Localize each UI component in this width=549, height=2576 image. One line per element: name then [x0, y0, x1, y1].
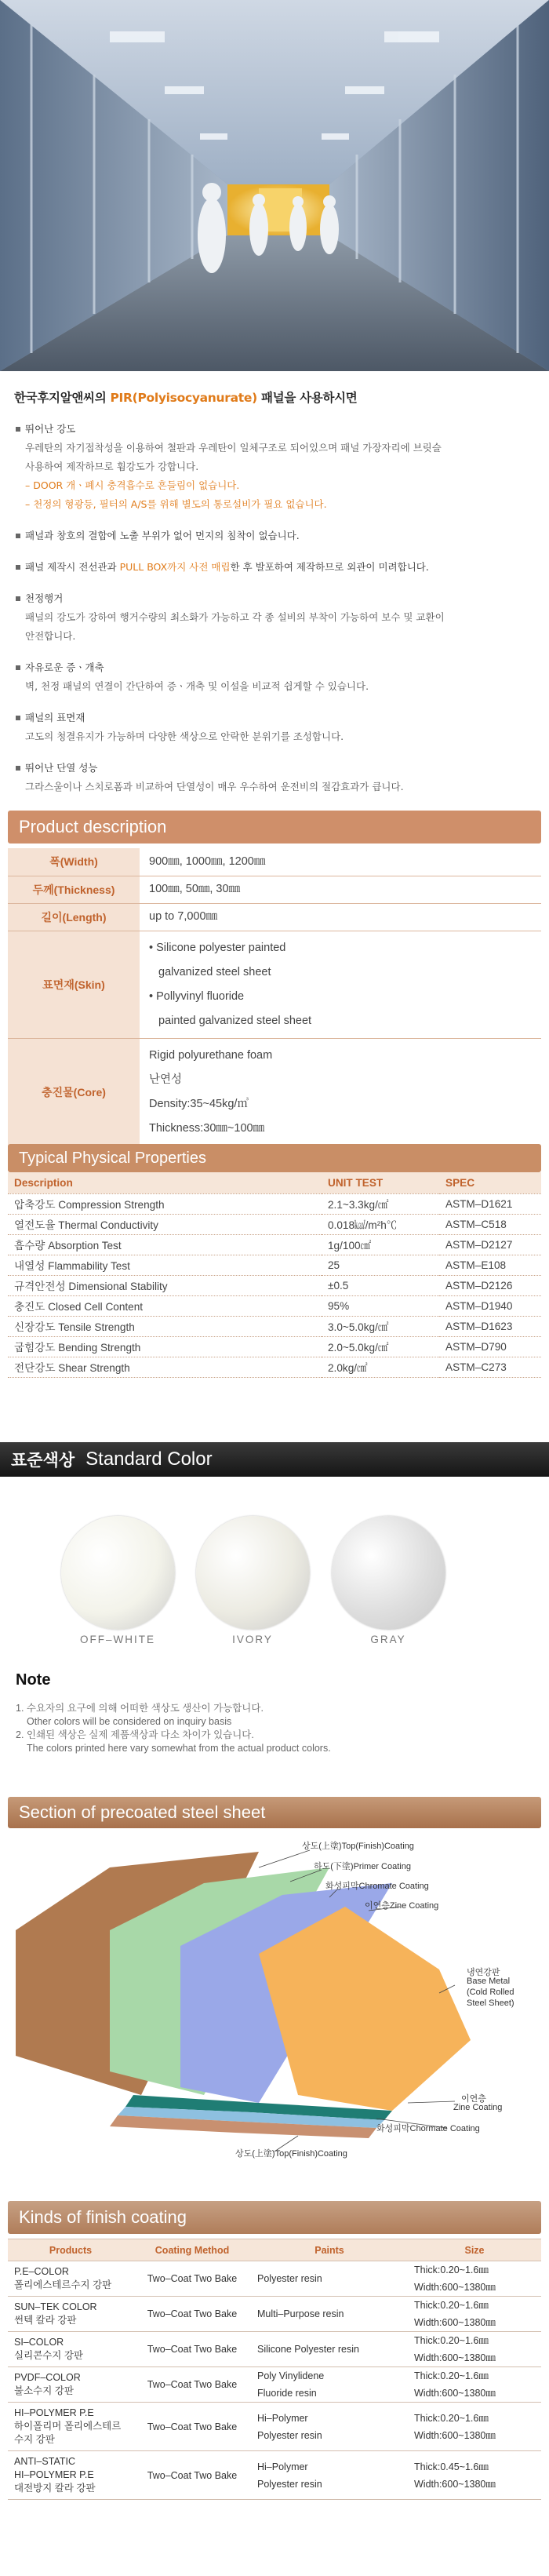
label-zinc-bottom-2: Zine Coating [453, 2103, 503, 2112]
bullet-title-post: 한 후 발포하여 제작하므로 외관이 미려합니다. [230, 561, 429, 573]
bullet-title: 뛰어난 강도 [25, 423, 76, 435]
label-chromate: 화성피막Chromate Coating [325, 1882, 429, 1891]
finish-product-line: 실리콘수지 강판 [14, 2350, 83, 2361]
finish-paints-line: Polyester resin [257, 2478, 322, 2490]
bullet-item [14, 526, 535, 545]
finish-product [8, 2332, 133, 2367]
finish-row [8, 2367, 541, 2403]
product-description-heading: Product description [8, 811, 541, 843]
physical-cell: ASTM–C273 [439, 1357, 541, 1377]
finish-header-cell: Paints [251, 2239, 408, 2261]
spec-value-line: painted galvanized steel sheet [158, 1014, 312, 1027]
physical-properties-table [8, 1172, 541, 1378]
spec-key: 길이(Length) [8, 903, 140, 931]
physical-cell: 전단강도 Shear Strength [8, 1357, 322, 1377]
finish-size-line: Thick:0.20~1.6㎜ [414, 2300, 489, 2311]
physical-cell: 2.1~3.3kg/㎠ [322, 1193, 439, 1214]
finish-paints-line: Hi–Polymer [257, 2461, 308, 2472]
physical-cell: 신장강도 Tensile Strength [8, 1316, 322, 1336]
color-swatch-gray [332, 1516, 445, 1630]
finish-product-line: HI–POLYMER P.E [14, 2407, 94, 2418]
color-swatch-label: OFF–WHITE [80, 1634, 155, 1645]
finish-header-cell: Size [408, 2239, 541, 2261]
color-swatch-ivory [196, 1516, 310, 1630]
finish-product-line: SUN–TEK COLOR [14, 2301, 97, 2312]
finish-header-cell: Coating Method [133, 2239, 251, 2261]
spec-row [8, 903, 541, 931]
physical-cell: 열전도율 Thermal Conductivity [8, 1214, 322, 1234]
finish-method: Two–Coat Two Bake [133, 2367, 251, 2403]
finish-size-line: Width:600~1380㎜ [414, 2478, 496, 2490]
physical-cell: ASTM–D1621 [439, 1193, 541, 1214]
finish-size [408, 2261, 541, 2297]
spec-key: 표면재(Skin) [8, 931, 140, 1038]
note-line-2: Other colors will be considered on inquiry basis [27, 1716, 232, 1727]
physical-cell: 굽힘강도 Bending Strength [8, 1336, 322, 1357]
physical-cell: ±0.5 [322, 1275, 439, 1295]
finish-paints [251, 2367, 408, 2403]
spec-value-line: Thickness:30㎜~100㎜ [149, 1121, 265, 1135]
spec-row [8, 931, 541, 1038]
bullet-item [14, 658, 535, 696]
finish-paints [251, 2297, 408, 2332]
finish-size [408, 2332, 541, 2367]
physical-row [8, 1214, 541, 1234]
finish-row [8, 2297, 541, 2332]
spec-value [140, 876, 541, 903]
finish-product [8, 2367, 133, 2403]
finish-product-line: 폴리에스테르수지 강판 [14, 2279, 112, 2290]
bullet-title: 패널의 표면재 [25, 712, 85, 723]
finish-size [408, 2367, 541, 2403]
physical-header-cell: UNIT TEST [322, 1172, 439, 1193]
color-swatch-off–white [61, 1516, 175, 1630]
finish-product-line: HI–POLYMER P.E [14, 2469, 94, 2480]
label-base-1: 냉연강판 [467, 1968, 500, 1977]
bullet-line: 패널의 강도가 강하여 행거수량의 최소화가 가능하고 각 종 설비의 부착이 가능하여 보수 및 교환이 [25, 611, 445, 623]
note-line-3: 2. 인쇄된 색상은 실제 제품색상과 다소 차이가 있습니다. [16, 1729, 254, 1740]
spec-row [8, 876, 541, 903]
product-description-section [8, 811, 541, 1164]
label-zinc: 이연층Zine Coating [365, 1901, 439, 1911]
physical-row [8, 1255, 541, 1275]
finish-size-line: Width:600~1380㎜ [414, 2352, 496, 2363]
finish-size-line: Thick:0.20~1.6㎜ [414, 2412, 489, 2424]
finish-method: Two–Coat Two Bake [133, 2332, 251, 2367]
finish-product [8, 2297, 133, 2332]
finish-size-line: Width:600~1380㎜ [414, 2429, 496, 2441]
bullet-title: 패널과 창호의 결합에 노출 부위가 없어 먼지의 침착이 없습니다. [25, 530, 300, 541]
bullet-title-highlight: PULL BOX까지 사전 매립 [119, 561, 231, 573]
physical-cell: 2.0~5.0kg/㎠ [322, 1336, 439, 1357]
finish-product [8, 2261, 133, 2297]
physical-row [8, 1295, 541, 1316]
spec-value-line: • Pollyvinyl fluoride [149, 989, 245, 1003]
spec-value-line: 900㎜, 1000㎜, 1200㎜ [149, 854, 266, 868]
finish-product-line: ANTI–STATIC [14, 2456, 76, 2467]
finish-method: Two–Coat Two Bake [133, 2451, 251, 2500]
physical-row [8, 1357, 541, 1377]
physical-cell: 흡수량 Absorption Test [8, 1234, 322, 1255]
physical-cell: 95% [322, 1295, 439, 1316]
label-top-coating-bottom: 상도(上塗)Top(Finish)Coating [235, 2149, 347, 2159]
steel-sheet-section [8, 1797, 541, 1828]
spec-value-line: Rigid polyurethane foam [149, 1048, 273, 1062]
layer-base-metal [259, 1907, 471, 2111]
finish-paints [251, 2332, 408, 2367]
physical-cell: ASTM–C518 [439, 1214, 541, 1234]
label-chromate-bottom: 화성피막Chormate Coating [376, 2124, 480, 2133]
intro-section [0, 371, 549, 796]
finish-product-line: 대전방지 칼라 강판 [14, 2483, 96, 2494]
finish-coating-table [8, 2239, 541, 2500]
physical-properties-heading: Typical Physical Properties [8, 1144, 541, 1172]
bullet-line: 우레탄의 자기접착성을 이용하여 철판과 우레탄이 일체구조로 되어있으며 패널 가장자리에 브릿슬 [25, 442, 442, 454]
finish-paints-line: Polyester resin [257, 2273, 322, 2284]
finish-paints [251, 2403, 408, 2451]
finish-paints-line: Silicone Polyester resin [257, 2344, 359, 2355]
bullet-title-pre: 패널 제작시 전선관과 [25, 561, 117, 573]
physical-header-cell: SPEC [439, 1172, 541, 1193]
finish-paints-line: Fluoride resin [257, 2388, 317, 2399]
label-base-4: Steel Sheet) [467, 1998, 514, 2008]
finish-paints-line: Poly Vinylidene [257, 2370, 325, 2381]
finish-size-line: Thick:0.45~1.6㎜ [414, 2461, 489, 2472]
finish-row [8, 2332, 541, 2367]
physical-properties-section [8, 1144, 541, 1378]
finish-method: Two–Coat Two Bake [133, 2403, 251, 2451]
steel-sheet-diagram [0, 1836, 549, 2158]
spec-value-line: 난연성 [149, 1073, 183, 1086]
color-swatch-label: GRAY [370, 1634, 406, 1645]
label-base-2: Base Metal [467, 1977, 511, 1986]
note-line-1: 1. 수요자의 요구에 의해 어떠한 색상도 생산이 가능합니다. [16, 1703, 264, 1714]
bullet-item [14, 558, 535, 577]
physical-cell: 규격안전성 Dimensional Stability [8, 1275, 322, 1295]
finish-paints-line: Hi–Polymer [257, 2412, 308, 2424]
finish-size [408, 2297, 541, 2332]
bullet-item [14, 589, 535, 646]
finish-method: Two–Coat Two Bake [133, 2261, 251, 2297]
standard-color-heading-en: Standard Color [85, 1448, 213, 1470]
bullet-line: 고도의 청결유지가 가능하며 다양한 색상으로 안락한 분위기를 조성합니다. [25, 731, 344, 742]
finish-paints [251, 2261, 408, 2297]
bullet-note: – DOOR 개ㆍ폐시 충격흡수로 흔들림이 없습니다. [25, 479, 240, 491]
finish-paints-line: Multi–Purpose resin [257, 2308, 344, 2319]
finish-size-line: Thick:0.20~1.6㎜ [414, 2370, 489, 2381]
finish-row [8, 2451, 541, 2500]
spec-value-line: Density:35~45kg/㎥ [149, 1097, 249, 1110]
color-swatch-label: IVORY [232, 1634, 273, 1645]
spec-value-line: 100㎜, 50㎜, 30㎜ [149, 883, 241, 895]
finish-product-line: SI–COLOR [14, 2337, 64, 2348]
physical-cell: ASTM–D790 [439, 1336, 541, 1357]
physical-row [8, 1234, 541, 1255]
label-top-coating: 상도(上塗)Top(Finish)Coating [302, 1842, 414, 1851]
physical-cell: 2.0kg/㎠ [322, 1357, 439, 1377]
physical-cell: ASTM–D1623 [439, 1316, 541, 1336]
physical-row [8, 1336, 541, 1357]
physical-cell: 3.0~5.0kg/㎠ [322, 1316, 439, 1336]
spec-value-line: • Silicone polyester painted [149, 941, 286, 954]
label-primer: 하도(下塗)Primer Coating [314, 1862, 411, 1871]
finish-coating-heading: Kinds of finish coating [8, 2201, 541, 2234]
steel-sheet-heading: Section of precoated steel sheet [8, 1797, 541, 1828]
bullet-title: 천정행거 [25, 592, 64, 604]
physical-cell: ASTM–E108 [439, 1255, 541, 1275]
note-section [16, 1671, 533, 1755]
product-description-table [8, 848, 541, 1146]
spec-row [8, 848, 541, 876]
physical-header-cell: Description [8, 1172, 322, 1193]
bullet-line: 그라스울이나 스치로폼과 비교하여 단열성이 매우 우수하여 운전비의 절감효과가 큽니다. [25, 781, 404, 792]
spec-value [140, 1038, 541, 1146]
cleanroom-photo [0, 0, 549, 371]
bullet-line: 벽, 천정 패널의 연결이 간단하여 증ㆍ개축 및 이설을 비교적 쉽게할 수 있습니다. [25, 680, 369, 692]
finish-size-line: Thick:0.20~1.6㎜ [414, 2264, 489, 2275]
physical-header-row [8, 1172, 541, 1193]
finish-header-row [8, 2239, 541, 2261]
standard-color-heading-ko: 표준색상 [11, 1451, 75, 1470]
physical-cell: 내열성 Flammability Test [8, 1255, 322, 1275]
physical-row [8, 1193, 541, 1214]
spec-key: 충진물(Core) [8, 1038, 140, 1146]
bullet-line: 사용하여 제작하므로 휨강도가 강합니다. [25, 461, 199, 472]
finish-product-line: 하이폴리머 폴리에스테르 [14, 2421, 122, 2432]
intro-bullets [14, 420, 535, 796]
finish-header-cell: Products [8, 2239, 133, 2261]
finish-paints [251, 2451, 408, 2500]
finish-size [408, 2451, 541, 2500]
finish-size-line: Width:600~1380㎜ [414, 2282, 496, 2293]
finish-size [408, 2403, 541, 2451]
spec-key: 폭(Width) [8, 848, 140, 876]
bullet-note: – 천정의 형광등, 필터의 A/S를 위해 별도의 통로설비가 필요 없습니다. [25, 498, 327, 510]
finish-method: Two–Coat Two Bake [133, 2297, 251, 2332]
physical-cell: 25 [322, 1255, 439, 1275]
finish-row [8, 2403, 541, 2451]
physical-row [8, 1275, 541, 1295]
finish-product-line: 수지 강판 [14, 2434, 55, 2445]
finish-product [8, 2403, 133, 2451]
standard-color-bar [0, 1442, 549, 1477]
finish-size-line: Width:600~1380㎜ [414, 2317, 496, 2328]
bullet-title [25, 558, 535, 577]
spec-value [140, 848, 541, 876]
bullet-title: 뛰어난 단열 성능 [25, 762, 98, 774]
finish-size-line: Thick:0.20~1.6㎜ [414, 2335, 489, 2346]
finish-product-line: PVDF–COLOR [14, 2372, 81, 2383]
finish-product [8, 2451, 133, 2500]
bullet-item [14, 420, 535, 514]
physical-row [8, 1316, 541, 1336]
finish-paints-line: Polyester resin [257, 2429, 322, 2441]
finish-product-line: 불소수지 강판 [14, 2385, 74, 2396]
spec-value [140, 903, 541, 931]
finish-row [8, 2261, 541, 2297]
note-line-4: The colors printed here vary somewhat from the actual product colors. [27, 1743, 331, 1754]
physical-cell: 압축강도 Compression Strength [8, 1193, 322, 1214]
spec-value-line: galvanized steel sheet [158, 965, 271, 978]
bullet-item [14, 759, 535, 796]
physical-cell: ASTM–D2127 [439, 1234, 541, 1255]
spec-value [140, 931, 541, 1038]
finish-coating-section [8, 2201, 541, 2500]
bullet-item [14, 709, 535, 746]
physical-cell: 1g/100㎠ [322, 1234, 439, 1255]
physical-cell: ASTM–D2126 [439, 1275, 541, 1295]
spec-key: 두께(Thickness) [8, 876, 140, 903]
intro-title: 한국후지알앤씨의 PIR(Polyisocyanurate) 패널을 사용하시면 [14, 391, 358, 405]
bullet-line: 안전합니다. [25, 630, 76, 642]
label-zinc-bottom-1: 이연층 [461, 2094, 486, 2104]
bullet-title: 자유로운 증ㆍ개축 [25, 661, 104, 673]
finish-product-line: P.E–COLOR [14, 2266, 69, 2277]
spec-value-line: up to 7,000㎜ [149, 910, 218, 923]
spec-row [8, 1038, 541, 1146]
label-base-3: (Cold Rolled [467, 1988, 514, 1997]
physical-cell: 충진도 Closed Cell Content [8, 1295, 322, 1316]
physical-cell: ASTM–D1940 [439, 1295, 541, 1316]
finish-size-line: Width:600~1380㎜ [414, 2388, 496, 2399]
physical-cell: 0.018㎉/m²h℃ [322, 1214, 439, 1234]
note-title: Note [16, 1671, 51, 1689]
finish-product-line: 썬텍 칼라 강판 [14, 2315, 77, 2326]
